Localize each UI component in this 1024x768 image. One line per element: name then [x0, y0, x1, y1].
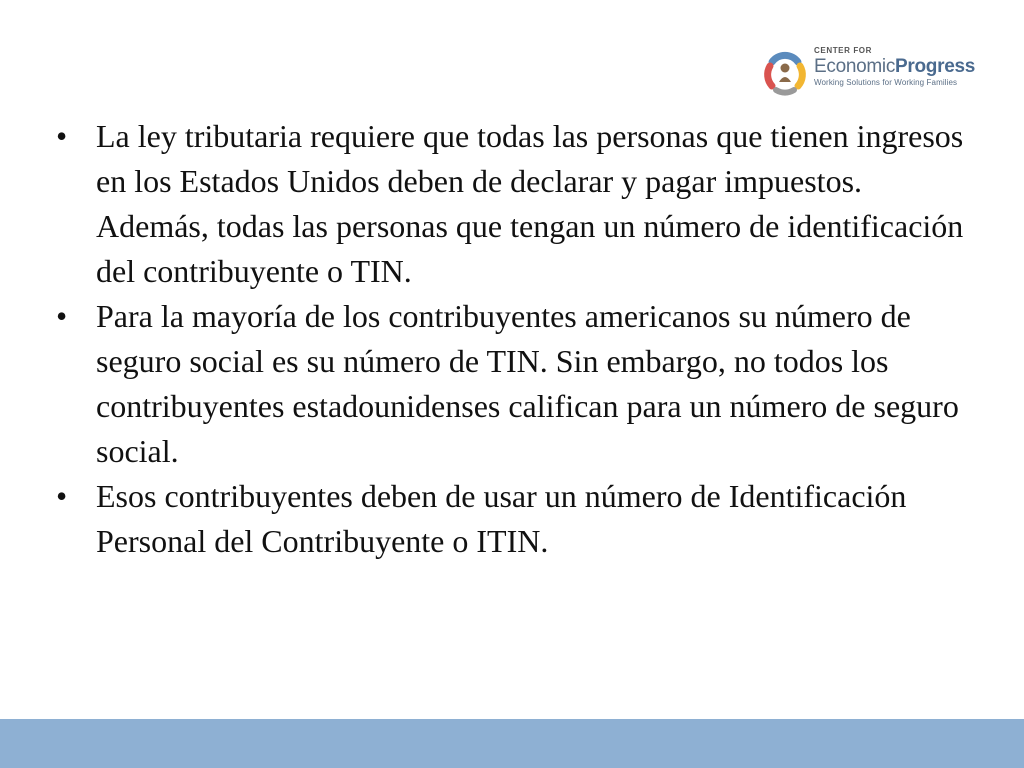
- logo-tagline: Working Solutions for Working Families: [814, 78, 958, 87]
- bullet-text: La ley tributaria requiere que todas las personas que tienen ingresos en los Estados Unidos deben de declarar y pagar impuestos. Además, todas las personas que tengan un número de identificación del contribuyente o TIN.: [96, 118, 964, 289]
- bullet-text: Esos contribuyentes deben de usar un número de Identificación Personal del Contribuyente o ITIN.: [96, 478, 907, 559]
- cep-logo: [762, 46, 982, 100]
- cep-logo-mark-icon: [762, 48, 808, 96]
- logo-name: [814, 56, 975, 78]
- bullet-text: Para la mayoría de los contribuyentes americanos su número de seguro social es su número de TIN. Sin embargo, no todos los contribuyentes estadounidenses califican para un número de seguro social.: [96, 298, 959, 469]
- bullet-dot-icon: •: [56, 478, 68, 514]
- bullet-dot-icon: •: [56, 298, 68, 334]
- bullet-item: [56, 474, 976, 564]
- bullet-item: [56, 114, 976, 294]
- logo-name-bold: Progress: [895, 56, 976, 77]
- bullet-item: [56, 294, 976, 474]
- logo-wordmark: [814, 46, 975, 88]
- footer-band: [0, 719, 1024, 768]
- logo-center-for: CENTER FOR: [814, 46, 872, 55]
- bullet-dot-icon: •: [56, 118, 68, 154]
- logo-name-regular: Economic: [814, 56, 896, 77]
- bullet-list: [56, 114, 976, 564]
